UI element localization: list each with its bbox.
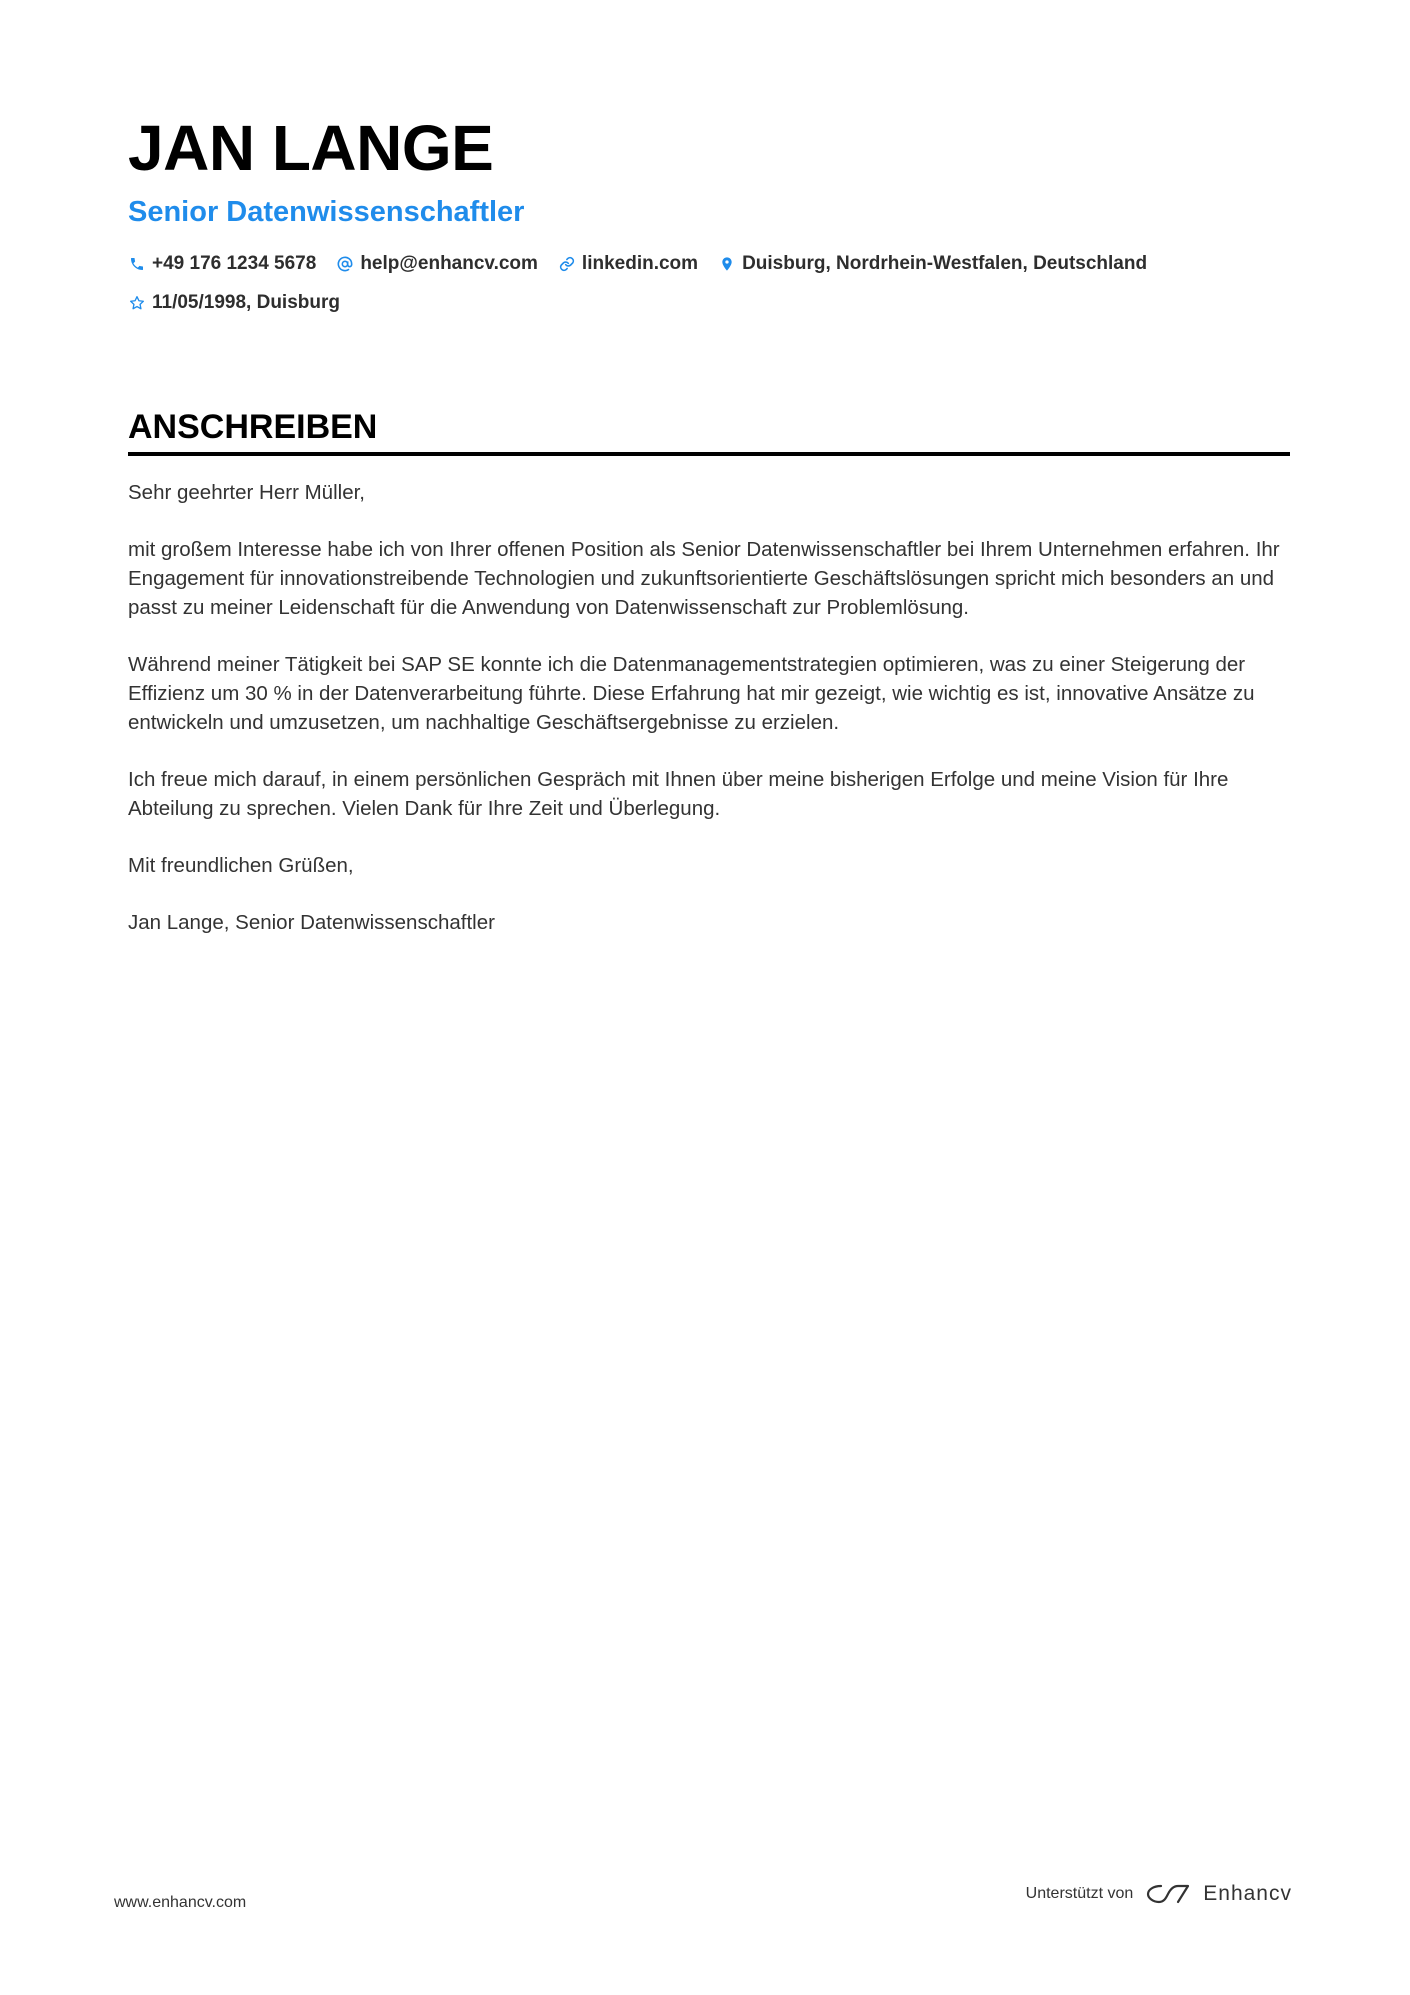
enhancv-logo-icon xyxy=(1145,1880,1191,1908)
salutation: Sehr geehrter Herr Müller, xyxy=(128,481,365,504)
signature: Jan Lange, Senior Datenwissenschaftler xyxy=(128,911,495,934)
phone-text: +49 176 1234 5678 xyxy=(152,253,317,274)
letter-paragraph: Ich freue mich darauf, in einem persönlichen Gespräch mit Ihnen über meine bisherigen Erfolge und meine Vision für Ihre Abteilung zu sprechen. Vielen Dank für Ihre Zeit und Überlegung. xyxy=(128,768,1229,820)
section-title: ANSCHREIBEN xyxy=(128,408,378,446)
letter-paragraph: mit großem Interesse habe ich von Ihrer offenen Position als Senior Datenwissenschaftler bei Ihrem Unternehmen erfahren. Ihr Engagement für innovationstreibende Technologien und zukunftsorientierte Geschäftslösungen spricht mich besonders an und passt zu meiner Leidenschaft für die Anwendung von Datenwissenschaft zur Problemlösung. xyxy=(128,538,1280,619)
contact-phone xyxy=(128,250,316,277)
candidate-name: JAN LANGE xyxy=(128,112,494,184)
header xyxy=(128,108,1288,316)
birth-text: 11/05/1998, Duisburg xyxy=(152,292,340,313)
brand-name: Enhancv xyxy=(1203,1882,1292,1905)
letter-paragraph: Während meiner Tätigkeit bei SAP SE konnte ich die Datenmanagementstrategien optimieren, was zu einer Steigerung der Effizienz um 30 % in der Datenverarbeitung führte. Diese Erfahrung hat mir gezeigt, wie wichtig es ist, innovative Ansätze zu entwickeln und umzusetzen, um nachhaltige Geschäftsergebnisse zu erzielen. xyxy=(128,653,1255,734)
cover-letter-section xyxy=(128,406,1290,965)
powered-by-label: Unterstützt von xyxy=(1025,1885,1134,1902)
letter-body xyxy=(128,478,1298,937)
link-icon xyxy=(558,255,576,273)
contact-location xyxy=(718,250,1147,277)
contact-birth xyxy=(128,289,340,316)
closing: Mit freundlichen Grüßen, xyxy=(128,854,354,877)
location-pin-icon xyxy=(718,255,736,273)
section-divider xyxy=(128,452,1290,456)
job-title: Senior Datenwissenschaftler xyxy=(128,196,525,228)
contact-linkedin xyxy=(558,250,698,277)
star-icon xyxy=(128,294,146,312)
brand-logo[interactable] xyxy=(1145,1880,1292,1908)
linkedin-text: linkedin.com xyxy=(581,253,699,274)
footer-website[interactable]: www.enhancv.com xyxy=(114,1894,247,1911)
email-text: help@enhancv.com xyxy=(360,253,538,274)
footer-branding xyxy=(1026,1880,1292,1908)
location-text: Duisburg, Nordrhein-Westfalen, Deutschland xyxy=(742,253,1148,274)
contact-list xyxy=(128,250,1268,316)
contact-email xyxy=(336,250,538,277)
at-icon xyxy=(336,255,354,273)
phone-icon xyxy=(128,255,146,273)
